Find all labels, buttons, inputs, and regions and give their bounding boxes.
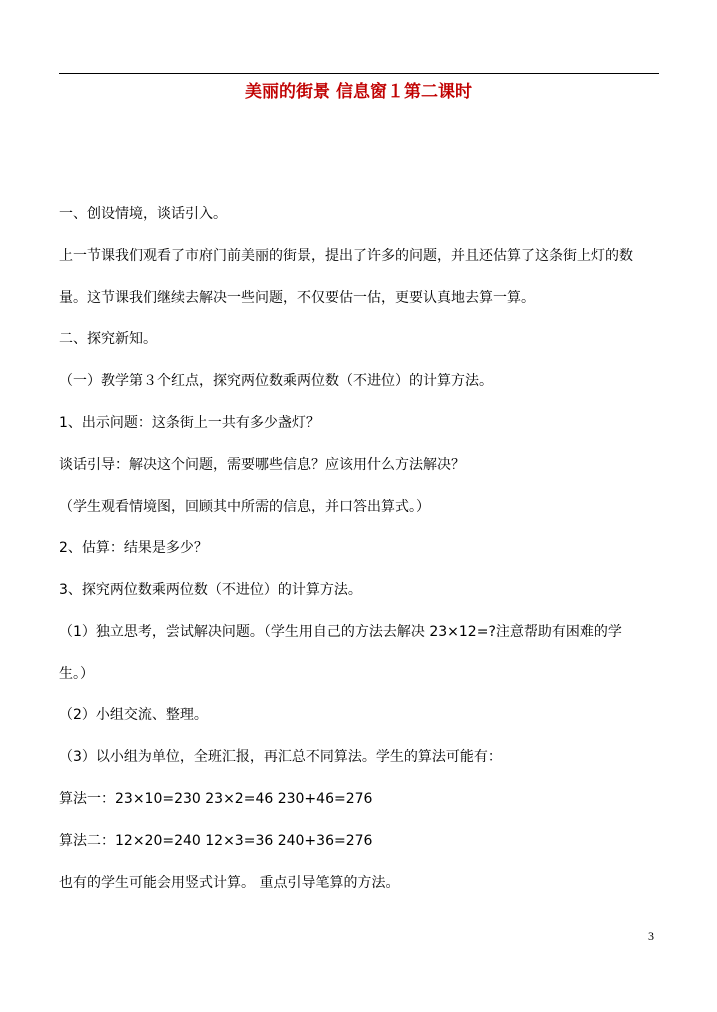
- body-line: 也有的学生可能会用竖式计算。 重点引导笔算的方法。: [59, 875, 400, 891]
- body-line: 1、出示问题：这条街上一共有多少盏灯？: [59, 415, 320, 431]
- header-rule: [59, 73, 659, 74]
- body-line: （一）教学第３个红点，探究两位数乘两位数（不进位）的计算方法。: [59, 373, 493, 389]
- body-line: （3）以小组为单位，全班汇报，再汇总不同算法。学生的算法可能有：: [59, 749, 502, 765]
- body-line: 二、探究新知。: [59, 331, 157, 347]
- body-line: 2、估算：结果是多少？: [59, 540, 208, 556]
- body-line: （学生观看情境图，回顾其中所需的信息，并口答出算式。）: [59, 499, 430, 515]
- body-line: 算法一：23×10=230 23×2=46 230+46=276: [59, 791, 373, 807]
- body-line: 3、探究两位数乘两位数（不进位）的计算方法。: [59, 582, 362, 598]
- body-line: 一、创设情境，谈话引入。: [59, 206, 227, 222]
- document-title: 美丽的街景 信息窗１第二课时: [245, 82, 472, 102]
- body-line: 算法二：12×20=240 12×3=36 240+36=276: [59, 833, 373, 849]
- body-line: 量。这节课我们继续去解决一些问题，不仅要估一估，更要认真地去算一算。: [59, 290, 535, 306]
- page-number: 3: [648, 929, 654, 943]
- body-line: 谈话引导：解决这个问题，需要哪些信息？应该用什么方法解决？: [59, 457, 465, 473]
- body-line: （2）小组交流、整理。: [59, 707, 208, 723]
- body-line: 上一节课我们观看了市府门前美丽的街景，提出了许多的问题，并且还估算了这条街上灯的数: [59, 248, 633, 264]
- body-line: 生。）: [59, 666, 94, 682]
- body-line: （1）独立思考，尝试解决问题。（学生用自己的方法去解决 23×12=?注意帮助有困难的学: [59, 624, 622, 640]
